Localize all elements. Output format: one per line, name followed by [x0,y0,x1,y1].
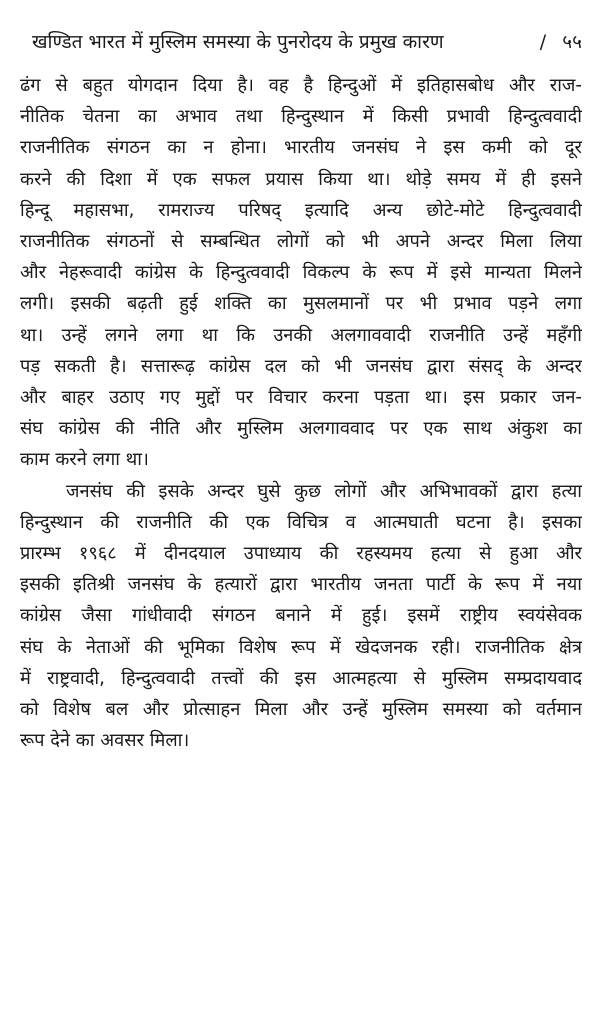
text-line: काम करने लगा था। [20,449,149,471]
text-line: हिन्दुस्थान की राजनीति की एक विचित्र व आत्मघाती घटना है। इसका [20,511,582,533]
text-line: रूप देने का अवसर मिला। [20,730,190,752]
text-line: राजनीतिक संगठन का न होना। भारतीय जनसंघ ने इस कमी को दूर [20,137,582,159]
text-line: लगी। इसकी बढ़ती हुई शक्ति का मुसलमानों पर भी प्रभाव पड़ने लगा [20,293,582,315]
text-line: को विशेष बल और प्रोत्साहन मिला और उन्हें मुस्लिम समस्या को वर्तमान [20,699,582,721]
paragraph-1 [20,70,582,476]
text-line: करने की दिशा में एक सफल प्रयास किया था। थोड़े समय में ही इसने [20,168,582,190]
text-line: में राष्ट्रवादी, हिन्दुत्ववादी तत्त्वों की इस आत्महत्या से मुस्लिम सम्प्रदायवाद [20,667,582,689]
text-line: जनसंघ की इसके अन्दर घुसे कुछ लोगों और अभिभावकों द्वारा हत्या [66,480,582,502]
chapter-title: खण्डित भारत में मुस्लिम समस्या के पुनरोदय के प्रमुख कारण [32,31,444,53]
text-line: था। उन्हें लगने लगा था कि उनकी अलगाववादी राजनीति उन्हें महँगी [20,324,582,346]
page-number: ५५ [562,31,582,53]
text-line: राजनीतिक संगठनों से सम्बन्धित लोगों को भी अपने अन्दर मिला लिया [20,231,582,253]
text-line: नीतिक चेतना का अभाव तथा हिन्दुस्थान में किसी प्रभावी हिन्दुत्ववादी [20,106,582,128]
text-line: कांग्रेस जैसा गांधीवादी संगठन बनाने में हुई। इसमें राष्ट्रीय स्वयंसेवक [20,605,582,627]
text-line: संघ कांग्रेस की नीति और मुस्लिम अलगाववाद पर एक साथ अंकुश का [20,418,582,440]
page-number-group [532,28,582,56]
text-line: और नेहरूवादी कांग्रेस के हिन्दुत्ववादी विकल्प के रूप में इसे मान्यता मिलने [20,262,582,284]
header-separator: / [539,31,547,53]
text-line: प्रारम्भ १९६८ में दीनदयाल उपाध्याय की रहस्यमय हत्या से हुआ और [20,543,582,565]
text-line: हिन्दू महासभा, रामराज्य परिषद् इत्यादि अन्य छोटे-मोटे हिन्दुत्ववादी [20,199,582,221]
paragraph-2 [20,476,582,757]
text-line: इसकी इतिश्री जनसंघ के हत्यारों द्वारा भारतीय जनता पार्टी के रूप में नया [20,574,582,596]
text-line: और बाहर उठाए गए मुद्दों पर विचार करना पड़ता था। इस प्रकार जन- [20,387,582,409]
text-line: ढंग से बहुत योगदान दिया है। वह है हिन्दुओं में इतिहासबोध और राज- [20,75,582,96]
text-line: संघ के नेताओं की भूमिका विशेष रूप में खेदजनक रही। राजनीतिक क्षेत्र [20,636,582,658]
running-header [32,28,582,56]
text-line: पड़ सकती है। सत्तारूढ़ कांग्रेस दल को भी जनसंघ द्वारा संसद् के अन्दर [20,355,582,377]
